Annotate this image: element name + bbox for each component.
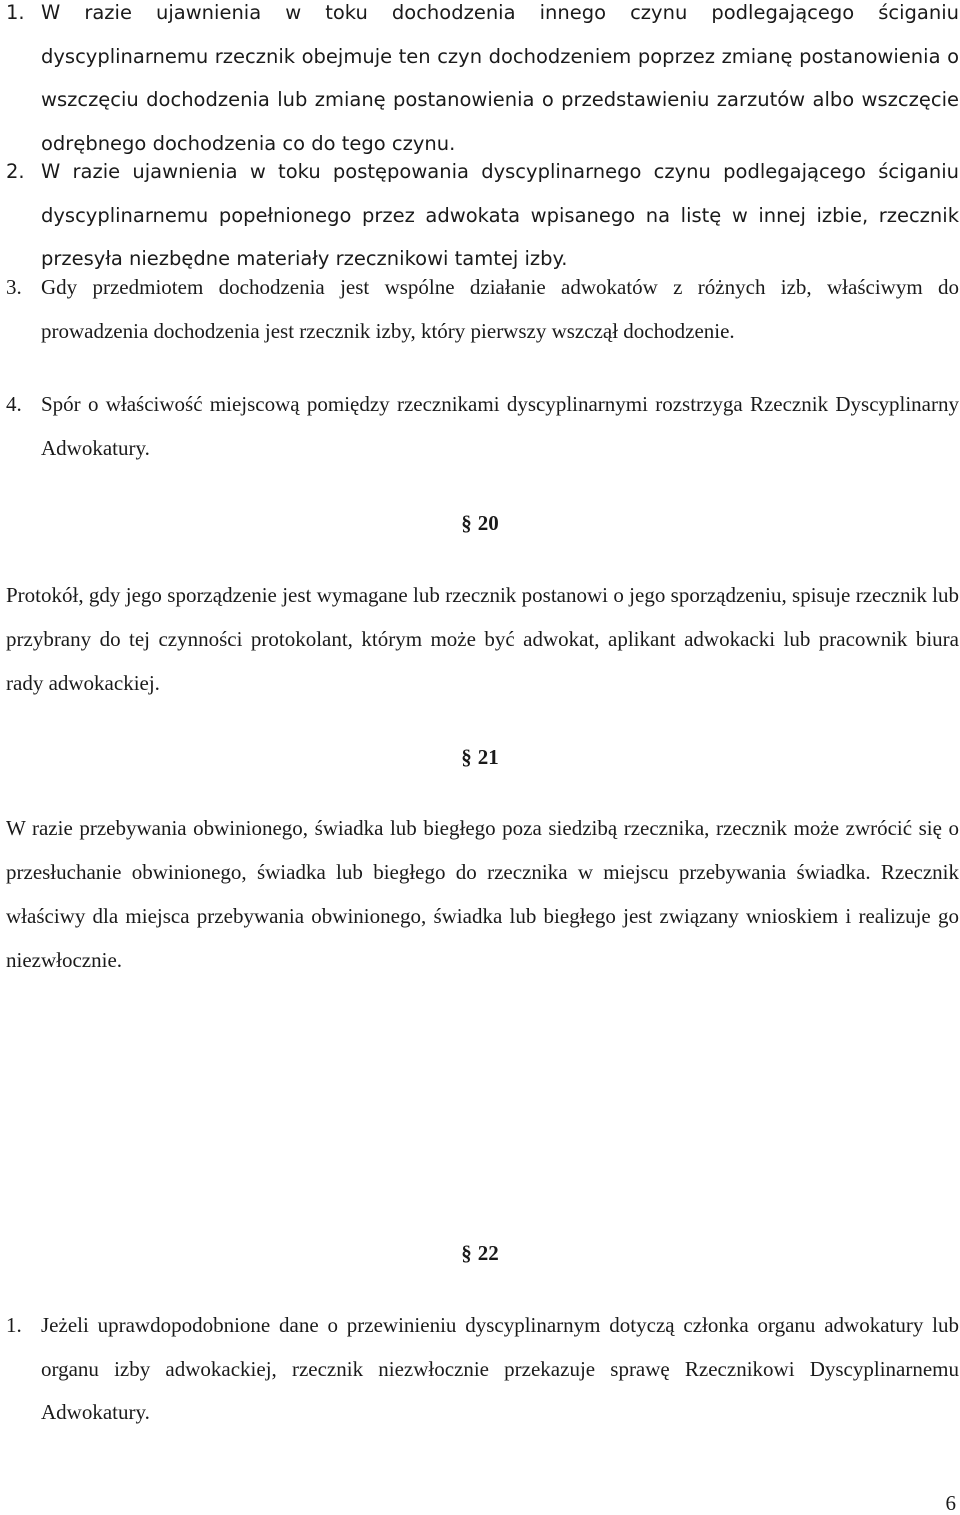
section-heading-20 xyxy=(0,508,960,538)
list-item xyxy=(6,0,959,165)
item-number: 1. xyxy=(6,1,25,24)
list-item xyxy=(6,1304,959,1435)
section-number: 21 xyxy=(477,745,499,769)
section-paragraph-20: Protokół, gdy jego sporządzenie jest wymagane lub rzecznik postanowi o jego sporządzeniu, spisuje rzecznik lub przybrany do tej czynności protokolant, którym może być adwokat, aplikant adwokacki lub pracownik biura rady adwokackiej. xyxy=(6,583,959,695)
item-number: 4. xyxy=(6,392,22,416)
item-number: 1. xyxy=(6,1313,22,1337)
section-heading-22 xyxy=(0,1238,960,1268)
list-item xyxy=(6,150,959,281)
section-mark: § xyxy=(461,1241,472,1265)
section-heading-21 xyxy=(0,742,960,772)
section-mark: § xyxy=(461,745,472,769)
item-number: 2. xyxy=(6,160,25,183)
item-text: Spór o właściwość miejscową pomiędzy rzecznikami dyscyplinarnymi rozstrzyga Rzecznik Dyscyplinarny Adwokatury. xyxy=(41,392,959,460)
item-number: 3. xyxy=(6,275,22,299)
section-number: 20 xyxy=(477,511,499,535)
list-item xyxy=(6,266,959,353)
item-text: Gdy przedmiotem dochodzenia jest wspólne działanie adwokatów z różnych izb, właściwym do prowadzenia dochodzenia jest rzecznik izby, który pierwszy wszczął dochodzenie. xyxy=(41,275,959,343)
item-text: W razie ujawnienia w toku postępowania dyscyplinarnego czynu podlegającego ściganiu dyscyplinarnemu popełnionego przez adwokata wpisanego na listę w innej izbie, rzecznik przesyła niezbędne materiały rzecznikowi tamtej izby. xyxy=(41,160,959,270)
page-number: 6 xyxy=(945,1491,956,1515)
item-text: W razie ujawnienia w toku dochodzenia innego czynu podlegającego ściganiu dyscyplinarnemu rzecznik obejmuje ten czyn dochodzeniem poprzez zmianę postanowienia o wszczęciu dochodzenia lub zmianę postanowienia o przedstawieniu zarzutów albo wszczęcie odrębnego dochodzenia co do tego czynu. xyxy=(41,1,959,155)
section-number: 22 xyxy=(477,1241,499,1265)
section-paragraph-21: W razie przebywania obwinionego, świadka lub biegłego poza siedzibą rzecznika, rzecznik może zwrócić się o przesłuchanie obwinionego, świadka lub biegłego do rzecznika w miejscu przebywania świadka. Rzecznik właściwy dla miejsca przebywania obwinionego, świadka lub biegłego jest związany wnioskiem i realizuje go niezwłocznie. xyxy=(6,816,959,972)
item-text: Jeżeli uprawdopodobnione dane o przewinieniu dyscyplinarnym dotyczą członka organu adwokatury lub organu izby adwokackiej, rzecznik niezwłocznie przekazuje sprawę Rzecznikowi Dyscyplinarnemu Adwokatury. xyxy=(41,1313,959,1424)
section-mark: § xyxy=(461,511,472,535)
list-item xyxy=(6,383,959,470)
